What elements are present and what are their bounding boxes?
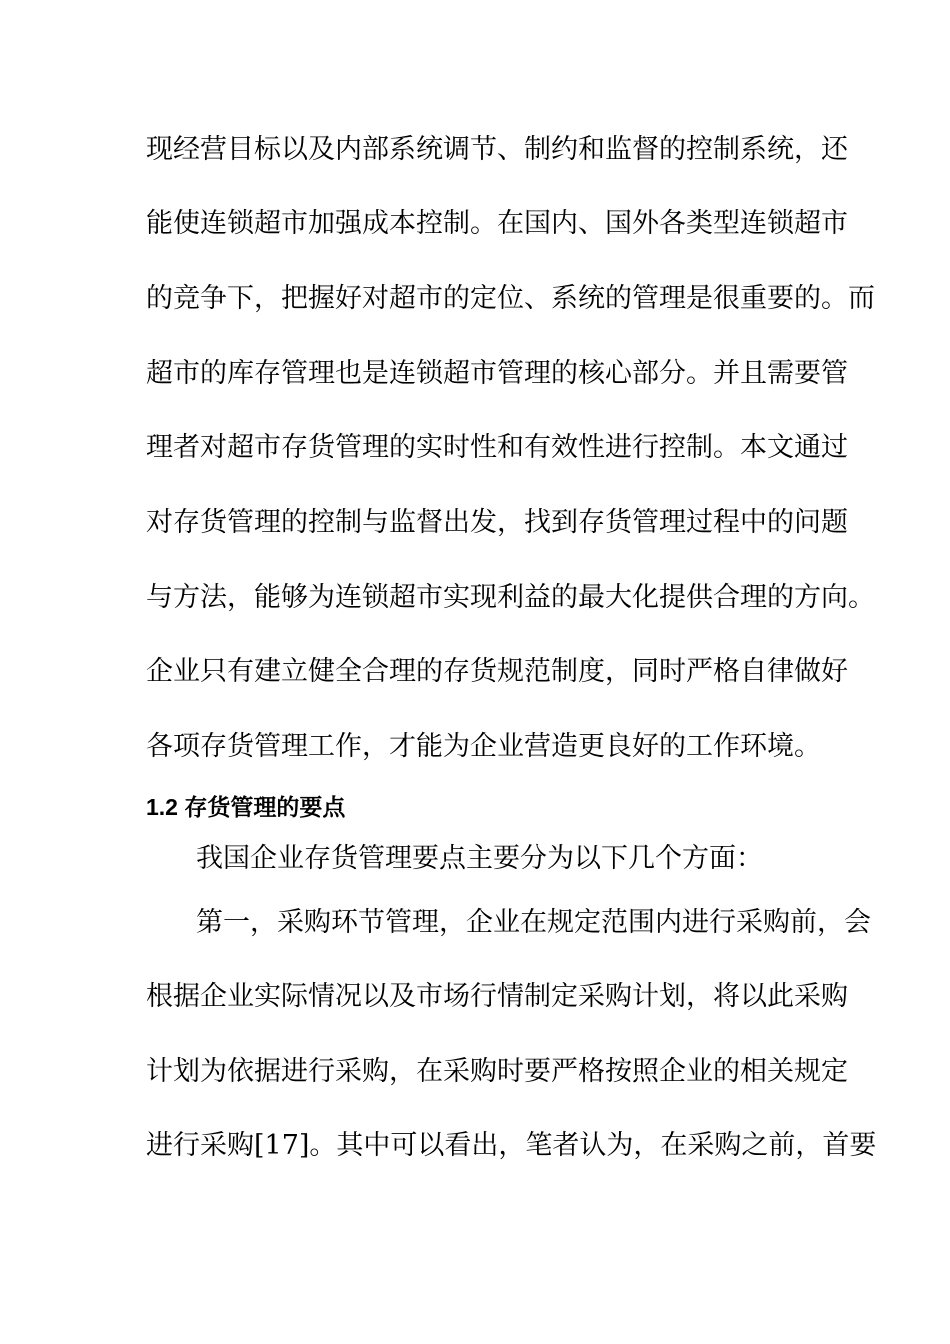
paragraph-line: 的竞争下，把握好对超市的定位、系统的管理是很重要的。而 — [146, 283, 875, 314]
paragraph-line: 各项存货管理工作，才能为企业营造更良好的工作环境。 — [146, 731, 821, 762]
paragraph-line: 与方法，能够为连锁超市实现利益的最大化提供合理的方向。 — [146, 582, 875, 613]
paragraph-line: 能使连锁超市加强成本控制。在国内、国外各类型连锁超市 — [146, 208, 848, 239]
paragraph-line: 进行采购[17]。其中可以看出，笔者认为，在采购之前，首要 — [146, 1130, 877, 1161]
paragraph-line: 我国企业存货管理要点主要分为以下几个方面： — [196, 843, 763, 874]
paragraph-line: 对存货管理的控制与监督出发，找到存货管理过程中的问题 — [146, 507, 848, 538]
paragraph-line: 计划为依据进行采购，在采购时要严格按照企业的相关规定 — [146, 1056, 848, 1087]
paragraph-line: 现经营目标以及内部系统调节、制约和监督的控制系统，还 — [146, 134, 848, 165]
paragraph-line: 超市的库存管理也是连锁超市管理的核心部分。并且需要管 — [146, 358, 848, 389]
paragraph-line: 企业只有建立健全合理的存货规范制度，同时严格自律做好 — [146, 656, 848, 687]
paragraph-line: 根据企业实际情况以及市场行情制定采购计划，将以此采购 — [146, 981, 848, 1012]
paragraph-line: 第一，采购环节管理，企业在规定范围内进行采购前，会 — [196, 907, 871, 938]
section-heading: 1.2 存货管理的要点 — [146, 794, 346, 820]
paragraph-line: 理者对超市存货管理的实时性和有效性进行控制。本文通过 — [146, 432, 848, 463]
